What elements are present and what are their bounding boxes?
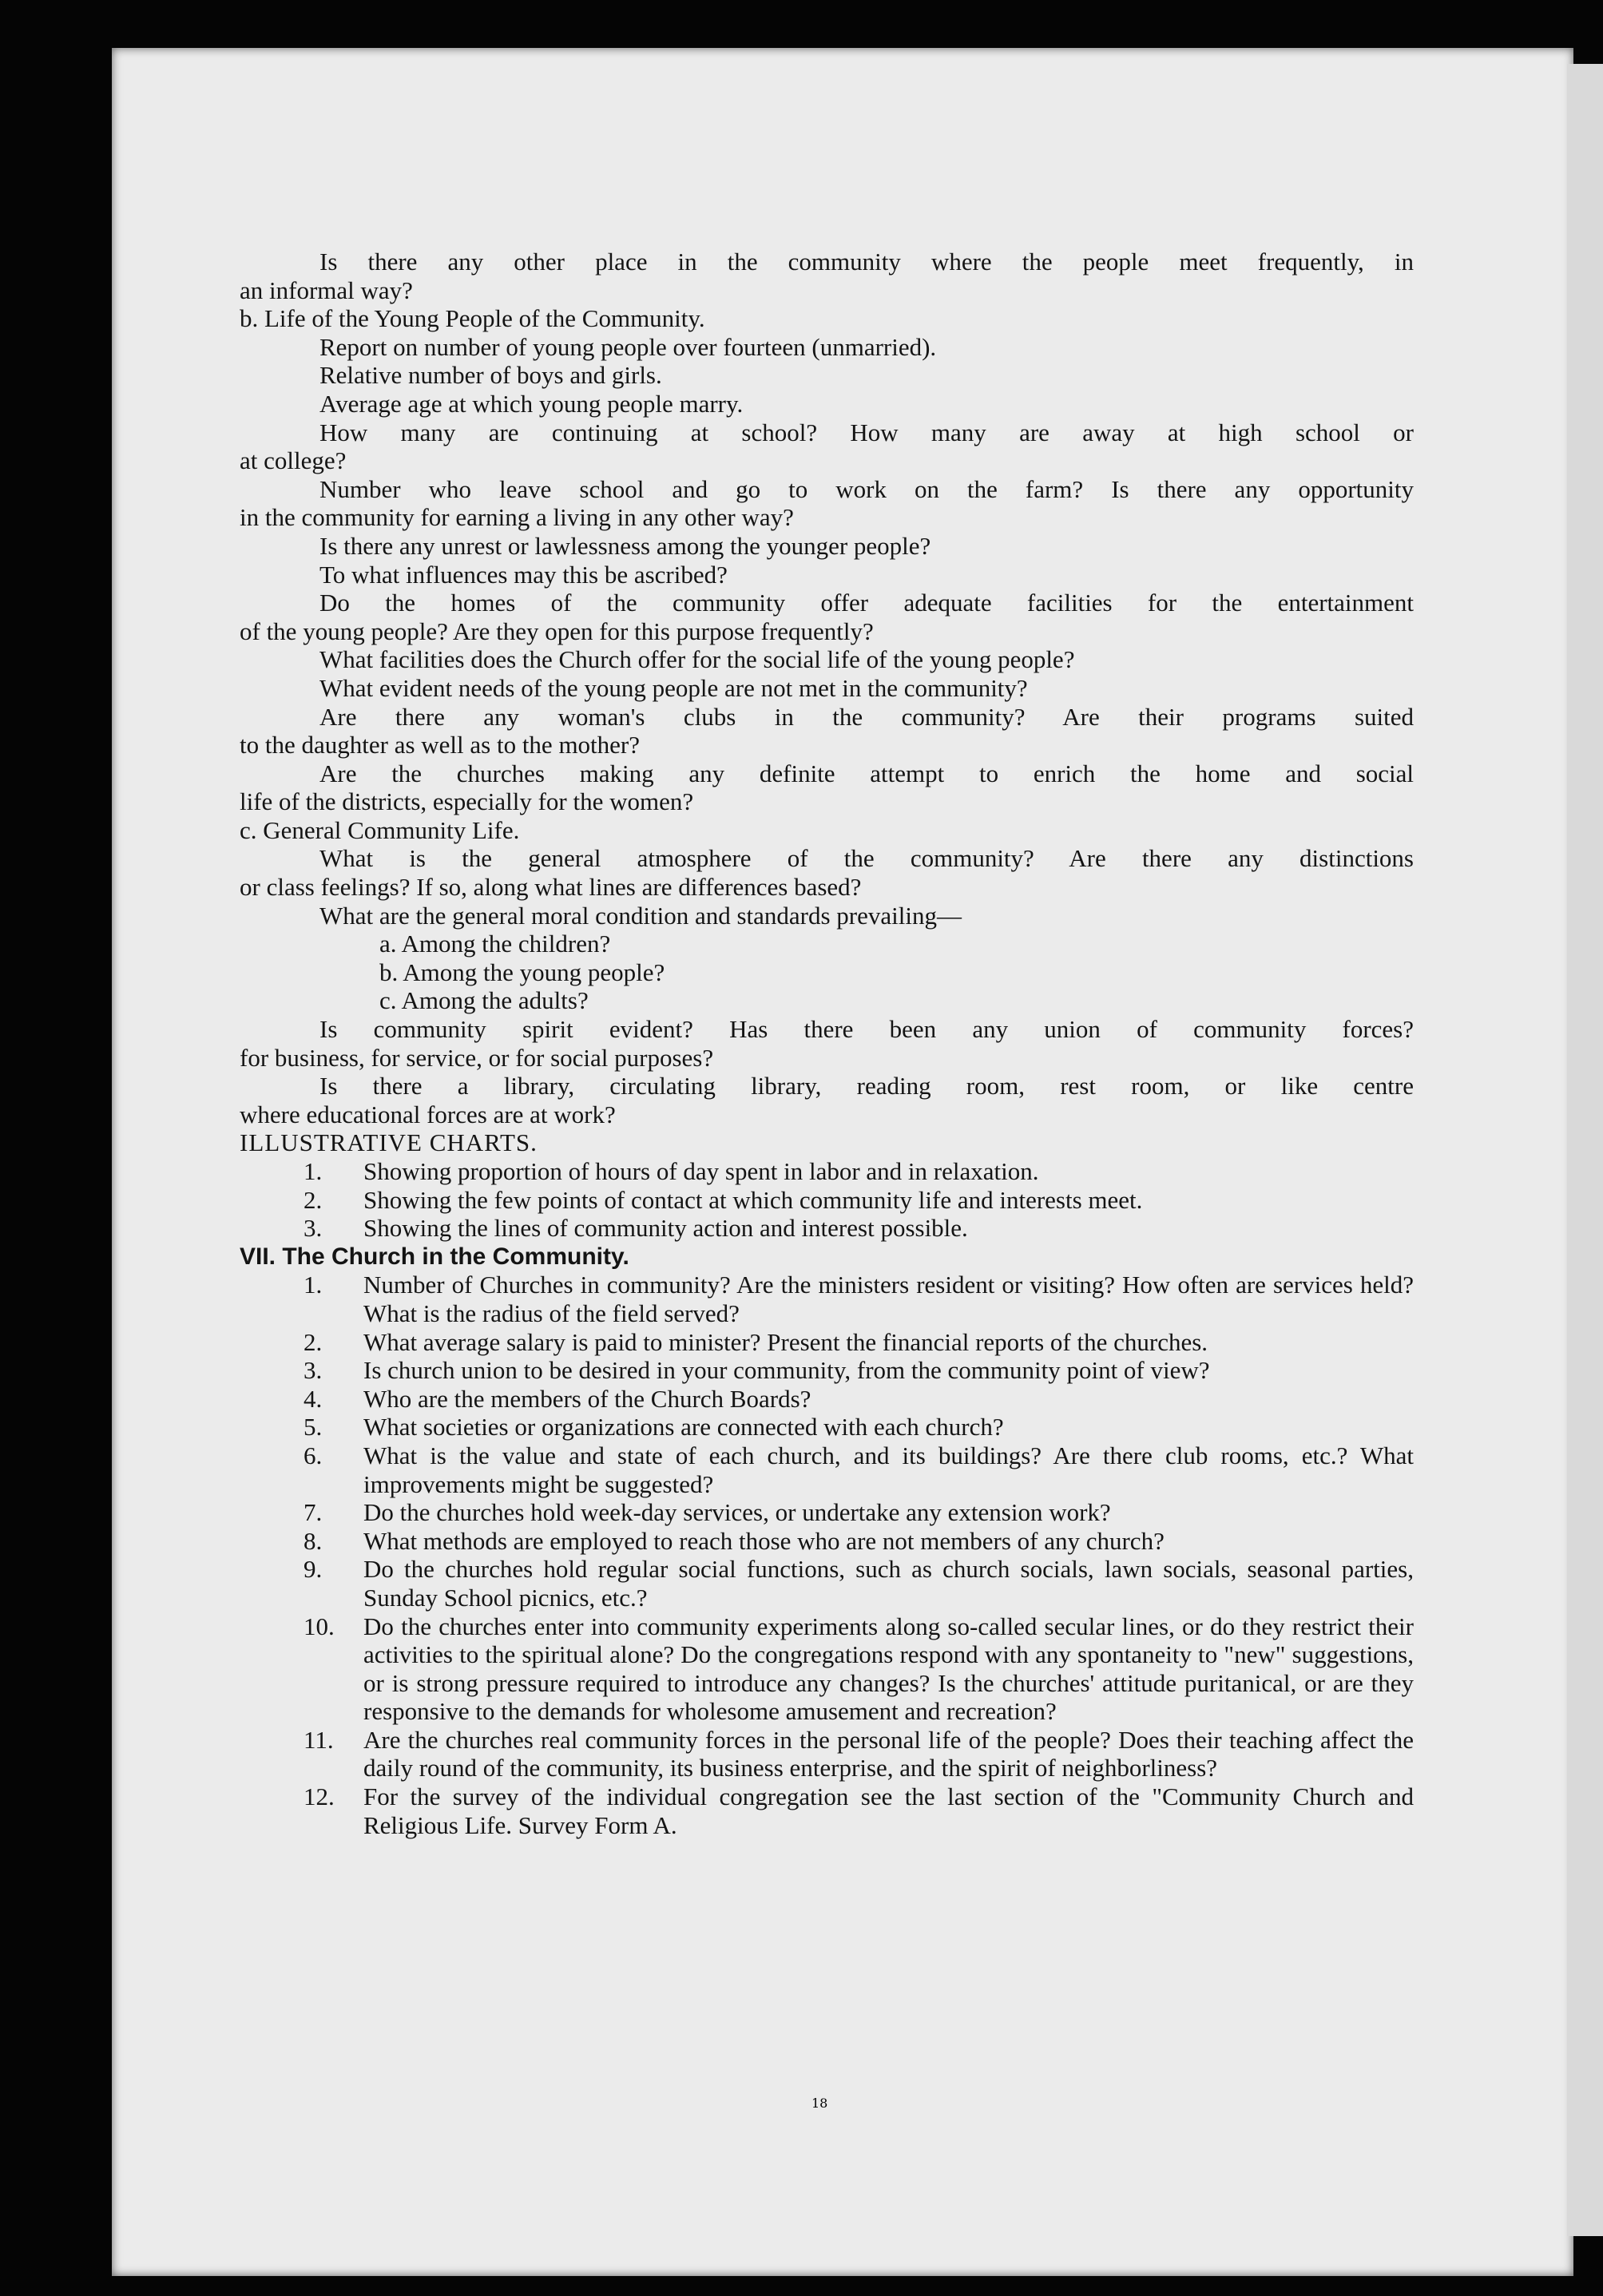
list-item [240,1157,1414,1186]
community-questions [240,248,1414,1157]
item-text: Is church union to be desired in your community, from the community point of view? [363,1356,1210,1385]
text-line: What facilities does the Church offer for the social life of the young people? [319,645,1075,674]
item-text: What is the value and state of each church, and its buildings? Are there club rooms, etc.? What improvements might be suggested? [363,1441,1414,1498]
item-text: What societies or organizations are connected with each church? [363,1413,1004,1441]
text-line: Relative number of boys and girls. [319,361,662,390]
item-text: Do the churches enter into community experiments along so-called secular lines, or do they restrict their activities to the spiritual alone? Do the congregations respond with any spontaneity to "new" suggestions, or is strong pressure required to introduce any changes? Is the churches' attitude puritanical, or are they responsive to the demands for wholesome amusement and recreation? [363,1612,1414,1726]
text-line: or class feelings? If so, along what lines are differences based? [240,873,862,902]
item-text: What methods are employed to reach those who are not members of any church? [363,1526,1165,1555]
church-questions-list [240,1271,1414,1839]
text-line: a. Among the children? [379,930,611,958]
item-number: 12. [304,1782,335,1811]
item-number: 8. [304,1526,323,1555]
item-number: 10. [304,1612,335,1640]
item-text: Showing the few points of contact at which community life and interests meet. [363,1185,1143,1214]
text-line: c. Among the adults? [379,986,589,1015]
list-item [240,1356,1414,1385]
list-item [240,1441,1414,1498]
text-line: life of the districts, especially for the women? [240,787,694,816]
item-number: 4. [304,1384,323,1413]
text-line: What evident needs of the young people are not met in the community? [319,673,1028,702]
text-line: in the community for earning a living in any other way? [240,503,794,532]
item-text: Number of Churches in community? Are the ministers resident or visiting? How often are services held? What is the radius of the field served? [363,1271,1414,1327]
text-line: What is the general atmosphere of the community? Are there any distinctions [319,844,1414,873]
text-line: an informal way? [240,276,413,304]
item-number: 11. [304,1725,334,1754]
text-line: Do the homes of the community offer adequate facilities for the entertainment [319,589,1414,617]
item-number: 3. [304,1214,323,1243]
item-number: 7. [304,1498,323,1527]
item-text: What average salary is paid to minister? Present the financial reports of the churches. [363,1327,1208,1356]
text-line: Is there any unrest or lawlessness among the younger people? [319,531,931,560]
text-line: b. Among the young people? [379,958,665,986]
item-number: 9. [304,1555,323,1584]
text-line: To what influences may this be ascribed? [319,560,728,589]
text-line: c. General Community Life. [240,815,520,844]
item-text: Are the churches real community forces in the personal life of the people? Does their teaching affect the daily round of the community, its business enterprise, and the spirit of neighborliness? [363,1725,1414,1782]
list-item [240,1726,1414,1782]
list-item [240,1498,1414,1527]
item-text: Do the churches hold week-day services, or undertake any extension work? [363,1498,1111,1527]
item-number: 1. [304,1157,323,1185]
list-item [240,1527,1414,1556]
text-line: Is there a library, circulating library, reading room, rest room, or like centre [319,1072,1414,1100]
list-item [240,1271,1414,1327]
item-text: For the survey of the individual congregation see the last section of the "Community Church and Religious Life. Survey Form A. [363,1782,1414,1839]
item-number: 2. [304,1185,323,1214]
item-text: Showing proportion of hours of day spent in labor and in relaxation. [363,1157,1039,1185]
text-line: of the young people? Are they open for this purpose frequently? [240,617,874,645]
adjacent-page-edge [1567,64,1603,2236]
item-text: Who are the members of the Church Boards? [363,1384,811,1413]
text-line: Are the churches making any definite attempt to enrich the home and social [319,759,1414,787]
text-line: How many are continuing at school? How many are away at high school or [319,418,1414,446]
item-number: 2. [304,1327,323,1356]
text-line: where educational forces are at work? [240,1100,616,1128]
list-item [240,1612,1414,1726]
item-number: 5. [304,1413,323,1441]
text-line: b. Life of the Young People of the Community. [240,304,705,333]
list-item [240,1214,1414,1243]
illustrative-charts-list [240,1157,1414,1243]
text-line: Is there any other place in the community where the people meet frequently, in [319,248,1414,276]
text-line: Are there any woman's clubs in the community? Are their programs suited [319,702,1414,731]
text-line: for business, for service, or for social purposes? [240,1043,714,1072]
list-item [240,1385,1414,1414]
text-line: Average age at which young people marry. [319,389,744,418]
text-line: Is community spirit evident? Has there been any union of community forces? [319,1015,1414,1044]
section-heading: VII. The Church in the Community. [240,1243,629,1270]
item-text: Showing the lines of community action and interest possible. [363,1214,968,1243]
list-item [240,1413,1414,1441]
item-number: 6. [304,1441,323,1469]
text-line: What are the general moral condition and standards prevailing— [319,901,962,930]
text-line: ILLUSTRATIVE CHARTS. [240,1128,538,1157]
list-item [240,1186,1414,1215]
text-line: Report on number of young people over fourteen (unmarried). [319,332,937,361]
list-item [240,1555,1414,1612]
list-item [240,1328,1414,1357]
text-line: to the daughter as well as to the mother? [240,731,641,759]
item-number: 1. [304,1271,323,1299]
text-line: Number who leave school and go to work on the farm? Is there any opportunity [319,474,1414,503]
item-number: 3. [304,1356,323,1385]
item-text: Do the churches hold regular social functions, such as church socials, lawn socials, seasonal parties, Sunday School picnics, etc.? [363,1555,1414,1612]
text-line: at college? [240,446,347,475]
page-body [240,248,1414,1839]
list-item [240,1782,1414,1839]
page-number: 18 [811,2096,828,2111]
